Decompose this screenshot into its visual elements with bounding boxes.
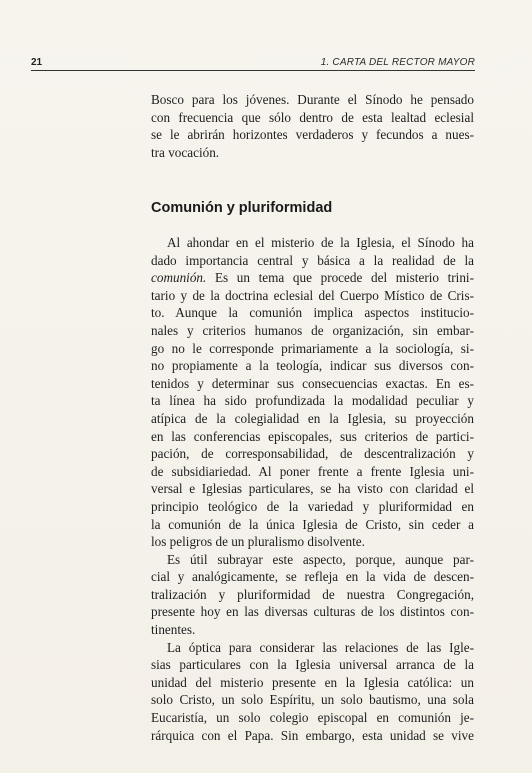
- text-line: pación, de corresponsabilidad, de descentralización y: [151, 446, 474, 462]
- text-line: atípica de la colegialidad en la Iglesia, su proyección: [151, 410, 474, 426]
- italic-term: comunión.: [151, 270, 207, 286]
- text-line: se le abrirán horizontes verdaderos y fecundos a nues-: [151, 127, 474, 143]
- text-fragment: Es un tema que procede del misterio trini-: [206, 270, 474, 286]
- header-rule: [31, 70, 475, 71]
- text-line: no propiamente a la teología, indicar sus diversos con-: [151, 358, 474, 374]
- text-line: de subsidiariedad. Al poner frente a frente Iglesia uni-: [151, 463, 474, 479]
- text-line: principio teológico de la variedad y pluriformidad en: [151, 498, 474, 514]
- text-line: solo Cristo, un solo Espíritu, un solo bautismo, una sola: [151, 692, 474, 708]
- text-line: tinentes.: [151, 622, 196, 638]
- text-line: Bosco para los jóvenes. Durante el Sínodo he pensado: [151, 92, 474, 107]
- text-line: go no le corresponde primariamente a la sociología, si-: [151, 340, 474, 356]
- page-number: 21: [31, 57, 43, 68]
- text-line: tenidos y determinar sus consecuencias exactas. En es-: [151, 375, 474, 391]
- text-line: tario y de la doctrina eclesial del Cuerpo Místico de Cris-: [151, 287, 474, 303]
- text-line: sias particulares con la Iglesia universal arranca de la: [151, 657, 474, 673]
- text-line: to. Aunque la comunión implica aspectos institucio-: [151, 305, 474, 321]
- text-line: La óptica para considerar las relaciones de las Igle-: [167, 639, 474, 655]
- text-line: versal e Iglesias particulares, se ha visto con claridad el: [151, 481, 474, 497]
- text-line: tra vocación.: [151, 144, 220, 160]
- text-line: dado importancia central y básica a la realidad de la: [151, 252, 474, 268]
- text-line: [151, 269, 474, 287]
- section-heading: Comunión y pluriformidad: [151, 200, 333, 216]
- text-line: cial y analógicamente, se refleja en la vida de descen-: [151, 569, 474, 585]
- text-line: la comunión de la única Iglesia de Cristo, sin ceder a: [151, 516, 474, 532]
- text-line: nales y criterios humanos de organización, sin embar-: [151, 322, 474, 338]
- text-line: ta línea ha sido profundizada la modalidad peculiar y: [151, 393, 474, 409]
- section-body: [151, 234, 474, 744]
- text-line: Al ahondar en el misterio de la Iglesia, el Sínodo ha: [167, 235, 474, 250]
- text-line: rárquica con el Papa. Sin embargo, esta unidad se vive: [151, 727, 474, 743]
- intro-paragraph: [151, 91, 474, 161]
- text-line: los peligros de un pluralismo disolvente.: [151, 534, 365, 550]
- text-line: presente hoy en las diversas culturas de los distintos con-: [151, 604, 474, 620]
- running-title: 1. CARTA DEL RECTOR MAYOR: [320, 57, 475, 68]
- text-line: unidad del misterio presente en la Iglesia católica: un: [151, 674, 474, 690]
- text-line: Eucaristía, un solo colegio episcopal en comunión je-: [151, 710, 474, 726]
- text-line: con frecuencia que sólo dentro de esta lealtad eclesial: [151, 109, 474, 125]
- text-line: en las conferencias episcopales, sus criterios de partici-: [151, 428, 474, 444]
- text-line: Es útil subrayar este aspecto, porque, aunque par-: [167, 551, 474, 567]
- text-line: tralización y pluriformidad de nuestra Congregación,: [151, 586, 474, 602]
